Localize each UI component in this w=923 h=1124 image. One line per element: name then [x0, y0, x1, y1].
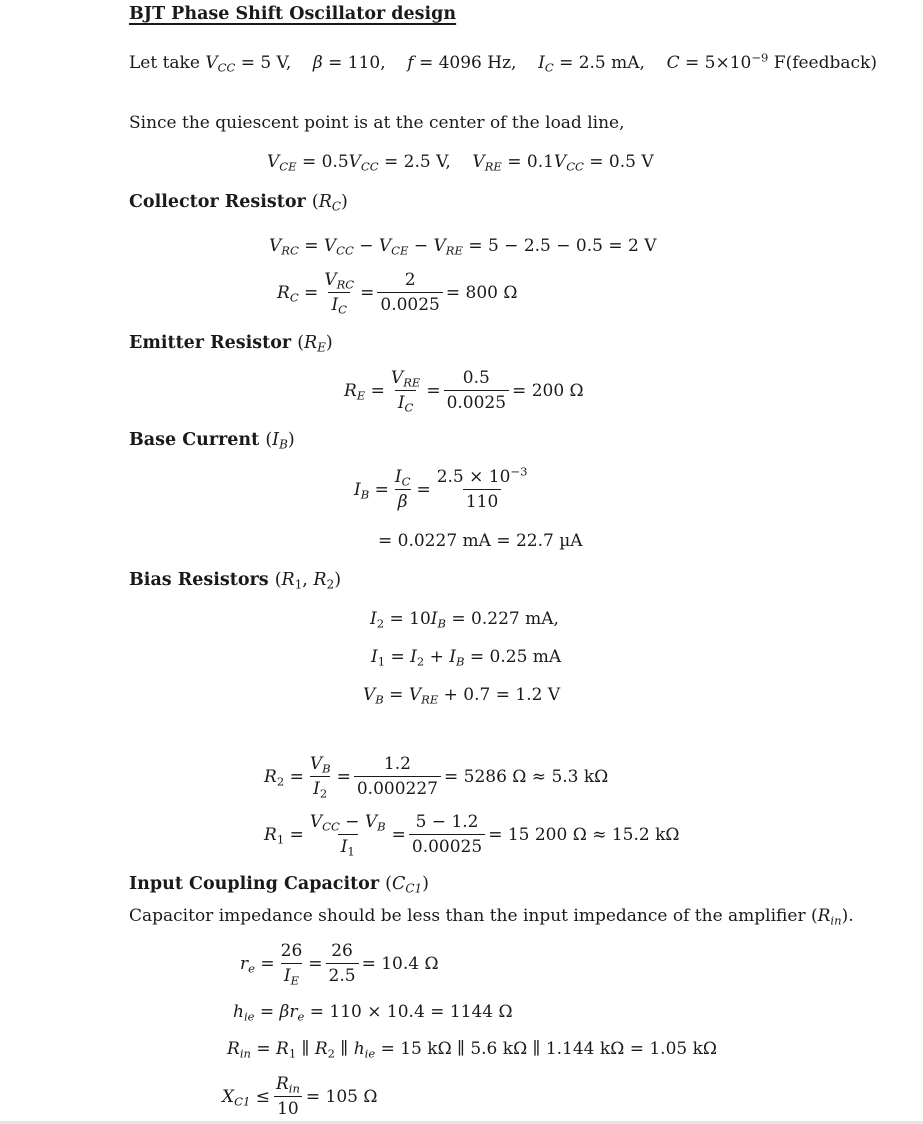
numerator: V [309, 754, 323, 774]
eq-sym: R [277, 282, 290, 303]
section-heading-emitter: Emitter Resistor $(R_E)$ [129, 333, 333, 355]
eq-text: = [259, 1002, 280, 1022]
fraction [278, 941, 306, 988]
eq-sym: R [264, 824, 277, 845]
numerator: 5 − 1.2 [415, 812, 479, 832]
numerator: 2 [404, 270, 416, 290]
heading-text: Collector Resistor [129, 192, 306, 212]
eq-sym: V [323, 236, 337, 256]
eq-text: = 0.25 mA [469, 647, 562, 667]
denominator: β [397, 492, 408, 512]
page-title: BJT Phase Shift Oscillator design [129, 4, 457, 24]
eq-text: = 0.5 [296, 152, 349, 172]
eq-sub: CC [336, 243, 354, 258]
denominator: I [397, 393, 405, 413]
heading-sub: C [331, 199, 341, 214]
eq-text: + 0.7 = 1.2 V [443, 685, 561, 705]
heading-sub: C1 [405, 881, 423, 896]
eq-sub: B [437, 616, 446, 631]
numerator: V [364, 812, 378, 832]
fraction [326, 943, 359, 985]
eq-text: = 15 200 Ω ≈ 15.2 kΩ [488, 824, 680, 845]
fraction [409, 814, 485, 856]
heading-sym: R [281, 570, 295, 590]
eq-sub: 2 [276, 773, 285, 788]
eq-sub: C [338, 302, 347, 317]
eq-sub: in [239, 1046, 251, 1061]
heading-sym: C [392, 874, 406, 894]
eq-sub: RE [484, 159, 502, 174]
fraction [307, 754, 334, 801]
eq-sub: C [401, 474, 411, 489]
denominator: 10 [274, 1096, 302, 1118]
eq-sub: RE [421, 692, 439, 707]
eq-text: = 0.5 V [583, 152, 654, 172]
eq-sub: 2 [416, 654, 425, 669]
heading-sub: E [317, 340, 326, 355]
eq-sub: ie [364, 1046, 376, 1061]
ic-value: = 2.5 mA, [559, 53, 645, 73]
denominator: I [313, 779, 320, 799]
eq-sym: R [344, 380, 357, 401]
c-symbol: C [666, 53, 680, 73]
numerator: 2.5 × 10 [436, 467, 511, 487]
coupling-text [129, 906, 854, 928]
heading-sym: R [313, 570, 327, 590]
eq-sub: CC [566, 159, 584, 174]
eq-sub: RC [281, 243, 299, 258]
eq-sym: h [233, 1002, 244, 1022]
re-equation: $R_E$ = $V_{RE}$ $I_C$ = $\frac{0.5}{0.0025}$ = 200 Ω [344, 368, 584, 415]
eq-sub: 2 [319, 786, 328, 801]
body-text: ). [841, 906, 854, 926]
eq-sub: 1 [288, 1046, 297, 1061]
eq-sub: ie [243, 1009, 255, 1024]
numerator: 1.2 [383, 754, 411, 774]
eq-sym: V [553, 152, 567, 172]
denominator: I [331, 295, 339, 315]
fraction [392, 469, 414, 511]
denominator: 0.0025 [377, 292, 442, 314]
eq-sub: C1 [234, 1093, 251, 1108]
rc-equation: $R_C$ = $V_{RC}$ $I_C$ = $\frac{2}{0.0025}$ = 800 Ω [277, 270, 518, 317]
eq-sub: 1 [347, 844, 355, 859]
given-lead: Let take [129, 53, 200, 73]
ib-result: = 0.0227 mA = 22.7 µA [378, 531, 583, 551]
vcc-symbol: V [205, 53, 218, 73]
numerator: 26 [280, 941, 303, 961]
eq-sub: E [356, 387, 366, 402]
heading-text: Base Current [129, 430, 260, 450]
heading-sub: B [279, 437, 288, 452]
ic-sub: C [544, 60, 554, 75]
eq-sub: B [375, 692, 384, 707]
section-heading-base: Base Current $(I_B)$ [129, 430, 295, 452]
eq-sym: R [817, 906, 831, 926]
vrc-equation: $V_{RC} = V_{CC} - V_{CE} - V_{RE} = 5 - 2.5 - 0.5 = 2$ V [269, 236, 657, 258]
eq-text: = 105 Ω [305, 1086, 378, 1107]
heading-sub: 1 [294, 577, 303, 592]
c-unit: F(feedback) [768, 53, 877, 73]
eq-sym: I [354, 479, 361, 500]
eq-sub: E [290, 973, 300, 988]
eq-text: = 5286 Ω ≈ 5.3 kΩ [443, 766, 609, 787]
quiescent-equation [267, 152, 654, 174]
eq-sub: in [288, 1081, 300, 1096]
xc-equation: $X_{C1}$ ≤ $R_{in}$ 10 = 105 Ω [222, 1074, 378, 1119]
denominator: I [340, 837, 348, 857]
i1-equation: $I_1 = I_2 + I_B = 0.25$ mA [371, 647, 562, 669]
eq-sub: 2 [327, 1046, 336, 1061]
eq-text: = 5 − 2.5 − 0.5 = 2 V [468, 236, 657, 256]
eq-sub: 2 [376, 616, 385, 631]
eq-text: = 800 Ω [445, 282, 518, 303]
fraction [444, 370, 509, 412]
eq-sym: V [269, 236, 282, 256]
eq-sub: 1 [377, 654, 386, 669]
eq-sym: I [430, 609, 438, 629]
vb-equation: $V_B = V_{RE} + 0.7 = 1.2$ V [363, 685, 561, 707]
eq-text: = 10 [389, 609, 431, 629]
eq-sub: B [456, 654, 465, 669]
section-heading-bias: Bias Resistors ($R_1$, $R_2$) [129, 570, 342, 592]
r2-equation: $R_2$ = $\frac{V_B}{I_2}$ = $\frac{1.2}{0.000227}$ = 5286 Ω ≈ 5.3 kΩ [264, 754, 609, 801]
fraction [354, 756, 441, 798]
eq-text: = 0.227 mA, [451, 609, 559, 629]
eq-sym: V [472, 152, 485, 172]
fraction [377, 272, 442, 314]
numerator: V [309, 812, 323, 832]
heading-sub: 2 [326, 577, 335, 592]
eq-sym: V [378, 236, 392, 256]
r1-equation: $R_1$ = $V_{CC} - V_B$ $I_1$ = $\frac{5 - 1.2}{0.00025}$ = 15 200 Ω ≈ 15.2 kΩ [264, 812, 680, 859]
eq-sym: V [267, 152, 280, 172]
eq-sub: B [377, 819, 386, 834]
eq-sym: V [363, 685, 376, 705]
denominator: 0.00025 [409, 834, 485, 856]
denominator: 0.0025 [444, 390, 509, 412]
eq-text: = 2.5 V, [378, 152, 451, 172]
eq-sub: CE [391, 243, 409, 258]
eq-sub: B [322, 761, 331, 776]
eq-sub: CE [279, 159, 297, 174]
eq-text: = 200 Ω [512, 380, 584, 401]
eq-sym: V [348, 152, 361, 172]
heading-sym: R [304, 333, 318, 353]
eq-sym: I [370, 609, 377, 629]
numerator: 26 [331, 941, 353, 961]
eq-sub: C [289, 289, 299, 304]
eq-sub: RE [403, 375, 421, 390]
heading-sym: R [318, 192, 332, 212]
eq-sym: R [314, 1039, 328, 1059]
f-symbol: f [407, 53, 414, 73]
c-value: = 5×10 [685, 53, 752, 73]
vcc-value: = 5 V, [240, 53, 292, 73]
heading-sym: I [272, 430, 280, 450]
eq-text: = 0.1 [501, 152, 554, 172]
eq-sub: CC [360, 159, 379, 174]
denominator: 110 [463, 489, 501, 511]
eq-sym: I [449, 647, 456, 667]
eq-sym: βr [279, 1002, 298, 1022]
eq-sym: V [408, 685, 422, 705]
numerator: I [394, 467, 402, 487]
eq-sub: in [830, 913, 842, 928]
eq-sym: I [371, 647, 378, 667]
eq-sym: I [410, 647, 417, 667]
heading-text: Bias Resistors [129, 570, 269, 590]
i2-equation [370, 609, 559, 631]
beta-value: = 110, [328, 53, 386, 73]
exponent: −3 [510, 464, 528, 479]
eq-sym: R [264, 766, 277, 787]
vcc-sub: CC [217, 60, 236, 75]
eq-sub: e [248, 960, 255, 975]
eq-sub: RE [445, 243, 463, 258]
c-exponent: −9 [751, 50, 769, 65]
eq-text: = 10.4 Ω [361, 953, 439, 974]
heading-text: Emitter Resistor [129, 333, 292, 353]
eq-sub: B [360, 486, 370, 501]
heading-text: Input Coupling Capacitor [129, 874, 380, 894]
denominator: 2.5 [326, 963, 359, 985]
hie-equation [233, 1002, 513, 1024]
numerator: V [390, 368, 404, 388]
section-heading-coupling: Input Coupling Capacitor $(C_{C1})$ [129, 874, 429, 896]
denominator: I [283, 966, 291, 986]
denominator: 0.000227 [354, 776, 441, 798]
eq-sub: 1 [276, 831, 285, 846]
section-heading-collector: Collector Resistor $(R_C)$ [129, 192, 348, 214]
eq-sub: RC [336, 277, 355, 292]
numerator: V [324, 270, 337, 290]
f-value: = 4096 Hz, [418, 53, 517, 73]
fraction [388, 368, 423, 415]
eq-text: = 15 kΩ ∥ 5.6 kΩ ∥ 1.144 kΩ = 1.05 kΩ [375, 1039, 717, 1059]
numerator: 0.5 [462, 368, 490, 388]
body-text: Capacitor impedance should be less than the input impedance of the amplifier ( [129, 906, 818, 926]
fraction [321, 270, 357, 317]
eq-sub: e [297, 1009, 305, 1024]
eq-text: = 110 × 10.4 = 1144 Ω [304, 1002, 513, 1022]
rin-equation: $R_{in} = R_1$ ∥ $R_2$ ∥ $h_{ie} = 15$ kΩ ∥ 5.6 kΩ ∥ 1.144 kΩ = 1.05 kΩ [227, 1039, 717, 1061]
eq-sym: X [222, 1086, 235, 1107]
given-values [129, 50, 877, 75]
eq-sym: R [276, 1039, 289, 1059]
eq-sym: h [353, 1039, 365, 1059]
eq-sub: C [404, 400, 414, 415]
eq-sub: CC [322, 819, 340, 834]
ib-equation: $I_B$ = $\frac{I_C}{\beta}$ = $\frac{2.5 \times 10^{-3}}{110}$ [354, 469, 533, 511]
small-re-equation: $r_e$ = $\frac{26}{I_E}$ = $\frac{26}{2.5}$ = 10.4 Ω [240, 941, 439, 988]
beta-symbol: β [312, 53, 323, 73]
ic-symbol: I [538, 53, 545, 73]
fraction [273, 1076, 303, 1118]
quiescent-text: Since the quiescent point is at the center of the load line, [129, 113, 625, 133]
eq-sym: R [227, 1039, 240, 1059]
eq-sym: V [433, 236, 446, 256]
eq-sym: r [240, 953, 249, 974]
fraction: $V_{CC} - V_B$ $I_1$ [309, 812, 386, 859]
numerator: R [275, 1074, 289, 1094]
